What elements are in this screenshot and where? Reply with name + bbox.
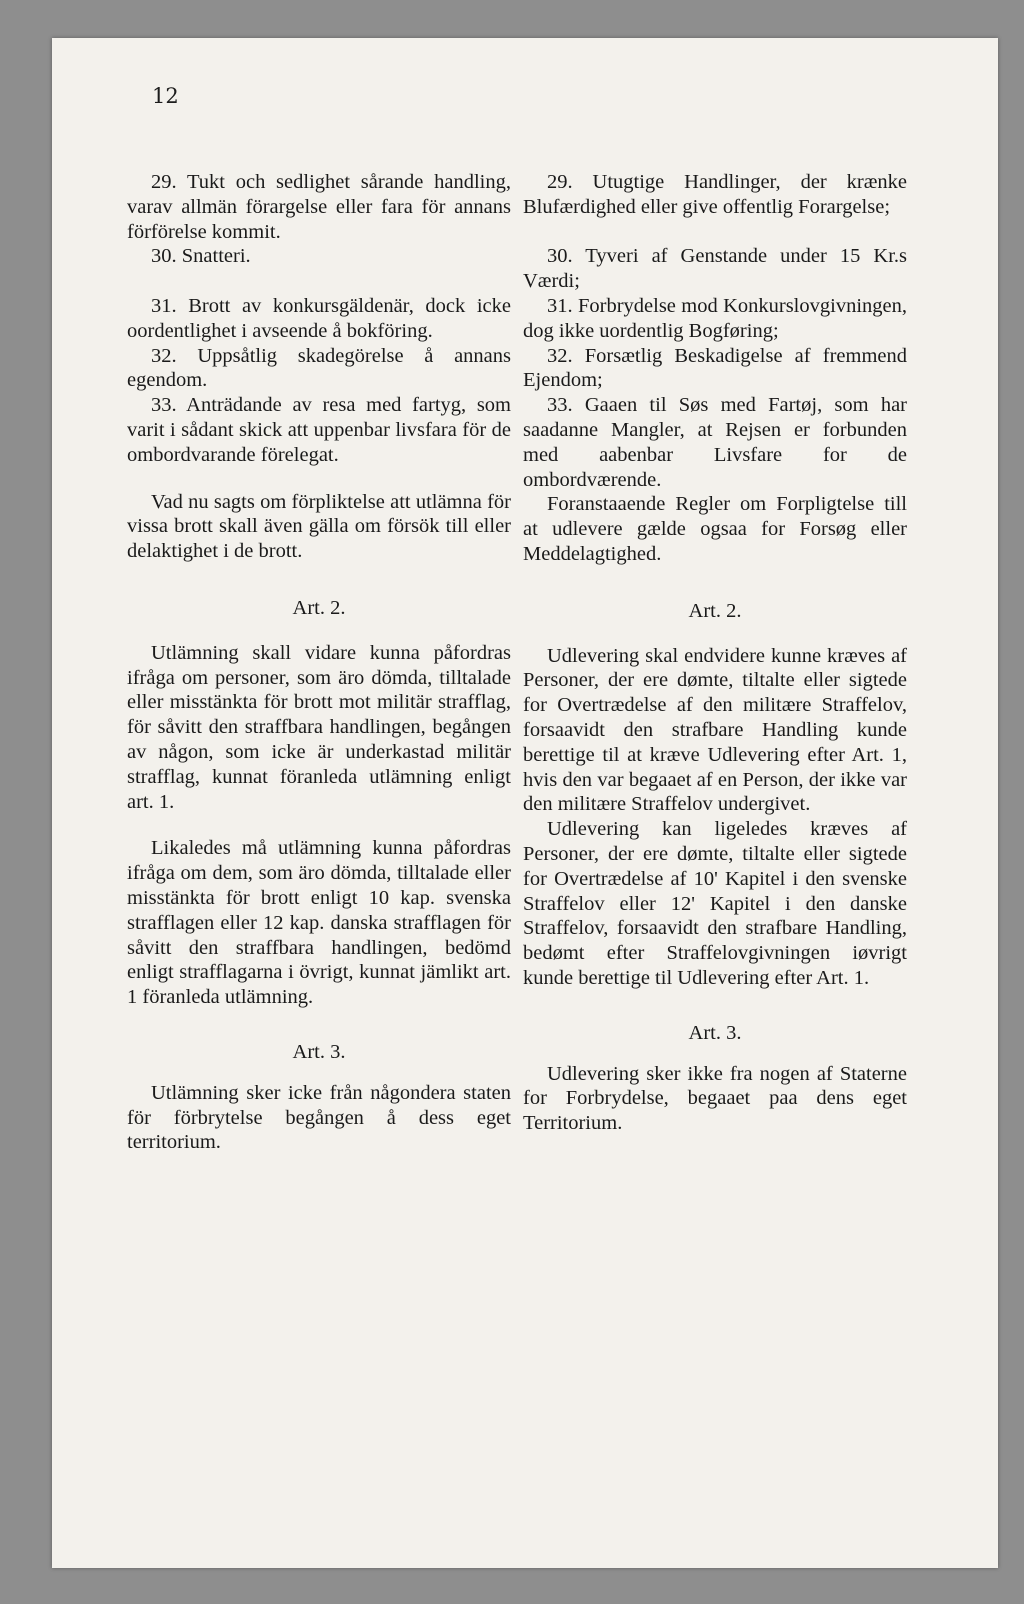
danish-item-33: 33. Gaaen til Søs med Fartøj, som har saadanne Mangler, at Rejsen er forbunden med aabenbar Livsfare for de ombordværende. (523, 394, 907, 491)
danish-column (523, 170, 907, 1136)
swedish-art2-heading: Art. 2. (292, 596, 346, 619)
swedish-closing-paragraph: Vad nu sagts om förpliktelse att utlämna för vissa brott skall även gälla om försök till eller delaktighet i de brott. (127, 490, 511, 563)
danish-art2-paragraph-1: Udlevering skal endvidere kunne kræves af Personer, der ere dømte, tiltalte eller sigtede for Overtrædelse af den militære Straffelov, forsaavidt den strafbare Handling kunde berettige til at kræve Udlevering efter Art. 1, hvis den var begaaet af en Person, der ikke var den militære Straffelov undergivet. (523, 644, 907, 816)
danish-item-30: 30. Tyveri af Genstande under 15 Kr.s Værdi; (523, 245, 907, 293)
swedish-item-33: 33. Anträdande av resa med fartyg, som varit i sådant skick att uppenbar livsfara för de ombordvarande förelegat. (127, 394, 511, 466)
swedish-item-30: 30. Snatteri. (151, 245, 251, 268)
swedish-item-31: 31. Brott av konkursgäldenär, dock icke oordentlighet i avseende å bokföring. (127, 294, 511, 342)
danish-item-32: 32. Forsætlig Beskadigelse af fremmend Ejendom; (523, 344, 907, 392)
swedish-art3-heading: Art. 3. (292, 1040, 346, 1063)
danish-item-31: 31. Forbrydelse mod Konkurslovgivningen, dog ikke uordentlig Bogføring; (523, 294, 907, 342)
danish-art3-heading: Art. 3. (688, 1021, 742, 1044)
swedish-item-29: 29. Tukt och sedlighet sårande handling, varav allmän förargelse eller fara för annans förförelse kommit. (127, 171, 511, 243)
danish-closing-paragraph: Foranstaaende Regler om Forpligtelse till at udlevere gælde ogsaa for Forsøg eller Meddelagtighed. (523, 493, 907, 565)
swedish-art2-paragraph-2: Likaledes må utlämning kunna påfordras ifråga om dem, som äro dömda, tilltalade eller misstänkta för brott enligt 10 kap. svenska strafflagen eller 12 kap. danska strafflagen för såvitt den straffbara handlingen, bedömd enligt strafflagarna i övrigt, kunnat jämlikt art. 1 föranleda utlämning. (127, 837, 511, 1009)
page-number: 12 (152, 84, 179, 108)
swedish-column (127, 170, 511, 1155)
danish-art3-paragraph: Udlevering sker ikke fra nogen af Staterne for Forbrydelse, begaaet paa dens eget Territorium. (523, 1062, 907, 1135)
danish-art2-paragraph-2: Udlevering kan ligeledes kræves af Personer, der ere dømte, tiltalte eller sigtede for Overtrædelse af 10' Kapitel i den svenske Straffelov eller 12' Kapitel i den danske Straffelov, forsaavidt den strafbare Handling, bedømt efter Straffelovgivningen iøvrigt kunde berettige til Udlevering efter Art. 1. (523, 818, 907, 989)
danish-item-29: 29. Utugtige Handlinger, der krænke Blufærdighed eller give offentlig Forargelse; (523, 171, 907, 218)
danish-art2-heading: Art. 2. (688, 599, 742, 622)
swedish-item-32: 32. Uppsåtlig skadegörelse å annans egendom. (127, 344, 511, 392)
swedish-art2-paragraph-1: Utlämning skall vidare kunna påfordras ifråga om personer, som äro dömda, tilltalade eller misstänkta för brott mot militär strafflag, för såvitt den straffbara handlingen, begången av någon, som icke är underkastad militär strafflag, kunnat föranleda utlämning enligt art. 1. (127, 641, 511, 813)
swedish-art3-paragraph: Utlämning sker icke från någondera staten för förbrytelse begången å dess eget territorium. (127, 1081, 511, 1154)
